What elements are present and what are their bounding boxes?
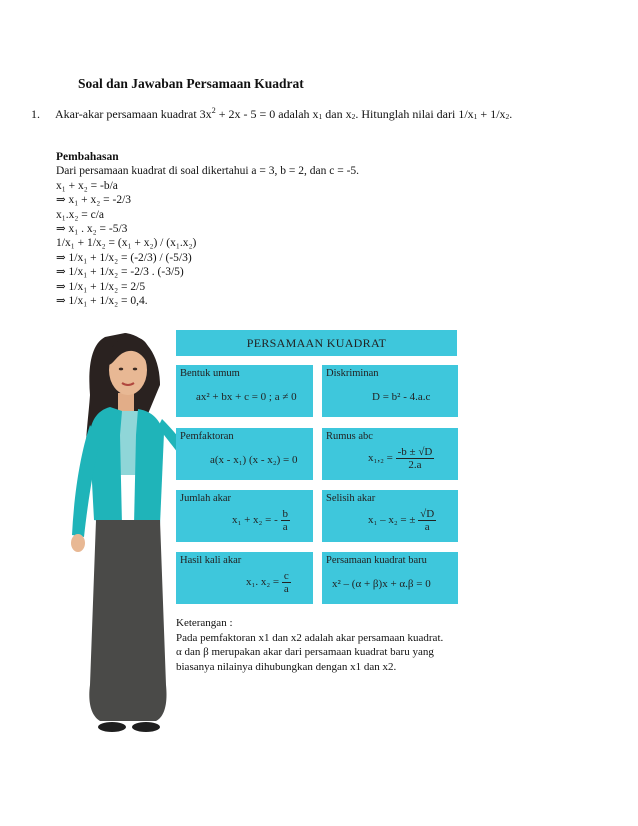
solution-line: ⇒ x₁ + x₂ = -2/3 (56, 194, 132, 207)
notes-block: Keterangan : Pada pemfaktoran x1 dan x2 adalah akar persamaan kuadrat. α dan β merupakan akar dari persamaan kuadrat baru yang biasanya nilainya dihubungkan dengan x1 dan x2. (176, 617, 444, 673)
document-title: Soal dan Jawaban Persamaan Kuadrat (78, 76, 304, 91)
notes-heading: Keterangan : (176, 617, 233, 629)
fraction-abc: $\frac{-b \pm √D}{2.a}$ (397, 446, 433, 471)
question-number: 1. (31, 107, 40, 121)
question-1: 1. Akar-akar persamaan kuadrat $3x^2 + 2x - 5 = 0$ adalah $x_1$ dan $x_2$. Hitunglah nilai dari $1/x_1 + 1/x_2$. (31, 106, 513, 121)
solution-line: x₁.x₂ = c/a (56, 208, 105, 221)
box-selisih-akar: Selisih akar x₁ – x₂ = ± $\frac{√D}{a}$ (322, 490, 458, 542)
board-header: PERSAMAAN KUADRAT (176, 330, 457, 356)
box-rumus-abc: Rumus abc x₁,₂ = $\frac{-b \pm √D}{2.a}$ (322, 428, 458, 480)
solution-line: ⇒ x₁ . x₂ = -5/3 (56, 223, 128, 236)
solution-block (56, 150, 359, 308)
box-persamaan-baru: Persamaan kuadrat baru x² – (α + β)x + α.β = 0 (322, 552, 458, 604)
solution-line: ⇒ 1/x₁ + 1/x₂ = 2/5 (56, 280, 146, 293)
solution-heading: Pembahasan (56, 151, 119, 163)
box-bentuk-umum: Bentuk umum ax² + bx + c = 0 ; a ≠ 0 (176, 365, 313, 417)
box-pemfaktoran: Pemfaktoran a(x - x₁) (x - x₂) = 0 (176, 428, 313, 480)
solution-line: 1/x₁ + 1/x₂ = (x₁ + x₂) / (x₁.x₂) (56, 237, 197, 250)
solution-line: x₁ + x₂ = -b/a (56, 179, 118, 192)
box-diskriminan: Diskriminan D = b² - 4.a.c (322, 365, 458, 417)
solution-line: ⇒ 1/x₁ + 1/x₂ = 0,4. (56, 295, 148, 308)
solution-line: ⇒ 1/x₁ + 1/x₂ = (-2/3) / (-5/3) (56, 251, 192, 264)
solution-line: ⇒ 1/x₁ + 1/x₂ = -2/3 . (-3/5) (56, 266, 184, 279)
solution-intro: Dari persamaan kuadrat di soal dikertahui a = 3, b = 2, dan c = -5. (56, 165, 360, 178)
box-hasil-kali: Hasil kali akar x₁. x₂ = $\frac{c}{a}$ (176, 552, 313, 604)
box-jumlah-akar: Jumlah akar x₁ + x₂ = - $\frac{b}{a}$ (176, 490, 313, 542)
